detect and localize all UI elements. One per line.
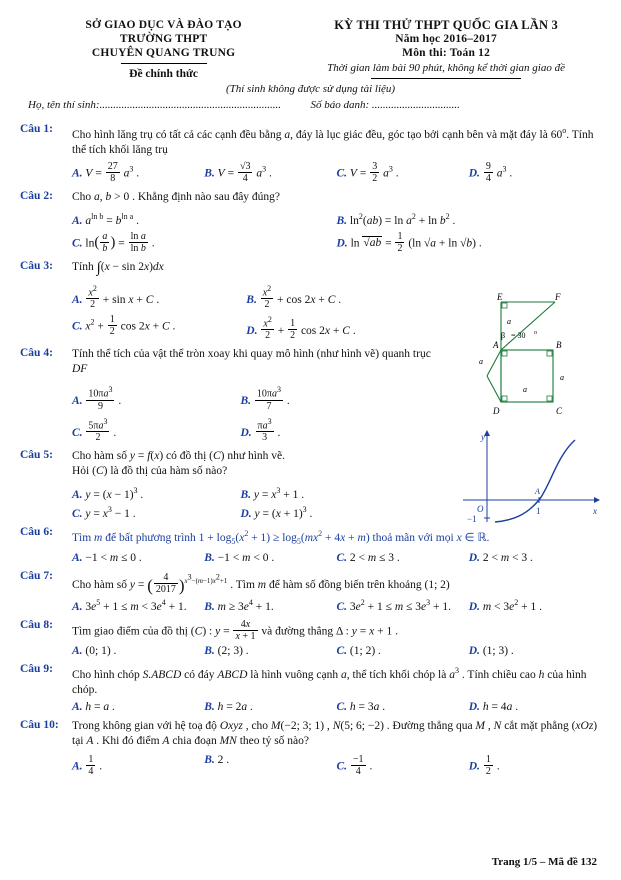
svg-text:B: B: [556, 340, 562, 350]
option-c[interactable]: C. ln( $\frac{a}{b}$ ) = $\frac{\text{ln a}}{\text{ln b}}$ .: [72, 230, 155, 254]
option-c[interactable]: C. 2 < m ≤ 3 .: [336, 551, 400, 564]
svg-text:a: a: [560, 373, 564, 382]
question-7: [20, 570, 601, 596]
option-a[interactable]: A. h = a .: [72, 701, 115, 714]
question-7-text: Cho hàm số y = ( $\frac{4}{2017}$ )$^{x^3-(m-1)x^2+1}$ . Tìm m để hàm số đồng biến trên khoảng (1; 2): [72, 572, 450, 596]
option-b[interactable]: B. −1 < m < 0 .: [204, 551, 275, 564]
page-footer: Trang 1/5 – Mã đề 132: [491, 856, 597, 868]
option-a[interactable]: A. $a^{ln b} = b^{ln a}$ .: [72, 211, 139, 227]
option-d[interactable]: D. $\frac{9}{4}$ $a^3$ .: [468, 160, 513, 184]
question-4-label: Câu 4:: [20, 347, 53, 360]
question-6-text: Tìm m để bất phương trình $1 + \log_5(x^2 + 1) \ge \log_5(mx^2 + 4x + m)$ thoả mãn với mọi x ∈ ℝ.: [72, 528, 490, 546]
option-c[interactable]: C. $3e^2 + 1 \le m \le 3e^3 + 1$.: [336, 598, 451, 614]
question-5-options: [72, 482, 409, 520]
option-c[interactable]: C. $y = x^3 - 1$ .: [72, 504, 136, 520]
option-b[interactable]: B. $\ln^2(ab) = \ln a^2 + \ln b^2$ .: [336, 211, 456, 227]
option-b[interactable]: B. V = $\frac{√3}{4}$ $a^3$ .: [204, 160, 272, 184]
question-1-text: Cho hình lăng trụ có tất cả các cạnh đều bằng a, đáy là lục giác đều, góc tạo bởi cạnh bên và mặt đáy là 60$^o$. Tính thể tích khối lăng trụ: [72, 126, 594, 156]
question-5-text: Cho hàm số y = f(x) có đồ thị (C) như hình vẽ. Hỏi (C) là đồ thị của hàm số nào?: [72, 449, 286, 477]
option-d[interactable]: D. $\frac{x^2}{2}$ + $\frac{1}{2}$ cos 2x + C .: [246, 314, 356, 342]
option-d[interactable]: D. 2 < m < 3 .: [468, 551, 533, 564]
option-b[interactable]: B. $y = x^3 + 1$ .: [240, 485, 305, 501]
svg-text:a: a: [523, 385, 527, 394]
department-name: SỞ GIAO DỤC VÀ ĐÀO TẠO: [85, 19, 242, 31]
header-divider-left: [121, 63, 207, 64]
question-2-label: Câu 2:: [20, 189, 53, 202]
option-d[interactable]: D. $\frac{\pi a^3}{3}$ .: [240, 416, 281, 443]
question-9-text: Cho hình chóp S.ABCD có đáy ABCD là hình vuông cạnh a, thể tích khối chóp là $a^3$ . Tính chiều cao h của hình chóp.: [72, 666, 587, 697]
svg-text:−1: −1: [467, 514, 477, 524]
school-year: Năm học 2016–2017: [395, 33, 497, 45]
question-8: [20, 619, 601, 642]
svg-text:E: E: [497, 292, 503, 302]
candidate-info: [0, 99, 621, 111]
question-10-options: [72, 754, 601, 777]
svg-text:a: a: [507, 317, 511, 326]
svg-text:x: x: [593, 506, 597, 516]
duration: Thời gian làm bài 90 phút, không kể thời gian giao đề: [327, 62, 565, 74]
question-6-options: [72, 552, 601, 564]
option-d[interactable]: D. h = 4a .: [468, 701, 519, 714]
option-d[interactable]: D. $m < 3e^2 + 1$ .: [468, 598, 542, 614]
question-3-label: Câu 3:: [20, 259, 53, 272]
question-8-options: [72, 645, 601, 657]
question-7-options: [72, 598, 601, 613]
option-a[interactable]: A. $\frac{1}{4}$ .: [72, 754, 103, 778]
candidate-name-field: Họ, tên thí sinh:..................................................................: [28, 99, 281, 111]
exam-title: KỲ THI THỬ THPT QUỐC GIA LẦN 3: [334, 18, 558, 32]
question-1-label: Câu 1:: [20, 123, 53, 135]
option-a[interactable]: A. $\frac{10\pi a^3}{9}$ .: [72, 385, 122, 412]
question-8-text: Tìm giao điểm của đồ thị (C) : y = $\frac{4x}{x + 1}$ và đường thẳng Δ : y = x + 1 .: [72, 619, 398, 643]
svg-text:F: F: [555, 292, 561, 302]
option-d[interactable]: D. $\frac{1}{2}$ .: [468, 754, 500, 778]
svg-text:A: A: [493, 340, 499, 350]
option-d[interactable]: D. (1; 3) .: [468, 645, 514, 658]
option-c[interactable]: C. $x^2$ + $\frac{1}{2}$ cos 2x + C .: [72, 313, 176, 337]
question-7-label: Câu 7:: [20, 569, 53, 582]
question-5-label: Câu 5:: [20, 448, 53, 461]
question-2: [20, 190, 601, 205]
svg-text:o: o: [534, 330, 537, 336]
question-10-text: Trong không gian với hệ toạ độ Oxyz , cho M(−2; 3; 1) , N(5; 6; −2) . Đường thẳng qua M , N cắt mặt phẳng (xOz) tại A . Khi đó điểm A chia đoạn MN theo tỷ số nào?: [72, 720, 598, 748]
question-2-text: Cho a, b > 0 . Khẳng định nào sau đây đúng?: [72, 190, 281, 203]
svg-text:a: a: [479, 357, 483, 366]
svg-text:1: 1: [536, 506, 541, 516]
option-c[interactable]: C. $\frac{-1}{4}$ .: [336, 754, 373, 778]
option-c[interactable]: C. (1; 2) .: [336, 645, 381, 658]
option-c[interactable]: C. h = 3a .: [336, 701, 386, 714]
svg-text:C: C: [556, 406, 563, 416]
svg-text:= 30: = 30: [511, 331, 526, 340]
official-label: Đề chính thức: [129, 68, 199, 80]
svg-text:y: y: [481, 432, 485, 442]
option-c[interactable]: C. V = $\frac{3}{2}$ $a^3$ .: [336, 160, 399, 184]
option-b[interactable]: B. $\frac{10\pi a^3}{7}$ .: [240, 385, 290, 412]
no-materials-note: (Thí sinh không được sử dụng tài liệu): [225, 83, 396, 95]
question-6-label: Câu 6:: [20, 525, 53, 538]
document-header: [0, 0, 621, 81]
option-b[interactable]: B. 2 .: [204, 754, 230, 767]
exam-block: [299, 18, 593, 81]
option-a[interactable]: A. $3e^5 + 1 \le m < 3e^4 + 1$.: [72, 598, 187, 614]
option-c[interactable]: C. $\frac{5\pi a^3}{2}$ .: [72, 416, 117, 443]
option-a[interactable]: A. −1 < m ≤ 0 .: [72, 551, 142, 564]
svg-text:β: β: [501, 331, 506, 340]
question-1: [20, 123, 601, 158]
question-3: [20, 260, 601, 276]
option-a[interactable]: A. V = $\frac{27}{8}$ $a^3$ .: [72, 160, 140, 184]
svg-text:A: A: [535, 487, 540, 496]
option-d[interactable]: D. ln √ab = $\frac{1}{2}$ (ln √a + ln √b) .: [336, 230, 482, 254]
question-10-label: Câu 10:: [20, 719, 59, 732]
option-a[interactable]: A. $\frac{x^2}{2}$ + sin x + C .: [72, 283, 160, 310]
svg-text:O: O: [477, 504, 484, 514]
figure-solid-revolution: [457, 292, 607, 432]
option-b[interactable]: B. $m \ge 3e^4 + 1$.: [204, 598, 274, 614]
question-4-options: [72, 380, 409, 443]
question-9-options: [72, 701, 601, 713]
question-8-label: Câu 8:: [20, 619, 53, 632]
question-9: [20, 663, 601, 698]
option-b[interactable]: B. h = 2a .: [204, 701, 253, 714]
school-type: TRƯỜNG THPT: [119, 33, 208, 45]
option-b[interactable]: B. (2; 3) .: [204, 645, 249, 658]
question-2-options: [72, 208, 601, 254]
option-a[interactable]: A. (0; 1) .: [72, 645, 117, 658]
question-10: [20, 719, 601, 749]
question-3-options: [72, 279, 421, 342]
question-9-label: Câu 9:: [20, 663, 53, 676]
svg-text:D: D: [493, 406, 500, 416]
header-divider-right: [371, 78, 521, 79]
figure-cubic-graph: [457, 430, 607, 535]
candidate-id-field: Số báo danh: ................................: [310, 99, 460, 111]
subject: Môn thi: Toán 12: [402, 47, 491, 59]
school-block: [28, 18, 299, 81]
option-a[interactable]: A. $y = (x - 1)^3$ .: [72, 485, 144, 501]
option-b[interactable]: B. $\frac{x^2}{2}$ + cos 2x + C .: [246, 283, 342, 310]
question-4-text: Tính thể tích của vật thể tròn xoay khi quay mô hình (như hình vẽ) quanh trục DF: [72, 348, 431, 376]
question-1-options: [72, 161, 601, 184]
question-3-text: Tính ∫(x − sin 2x)dx: [72, 259, 164, 276]
option-d[interactable]: D. $y = (x + 1)^3$ .: [240, 504, 313, 520]
school-name: CHUYÊN QUANG TRUNG: [91, 47, 236, 59]
